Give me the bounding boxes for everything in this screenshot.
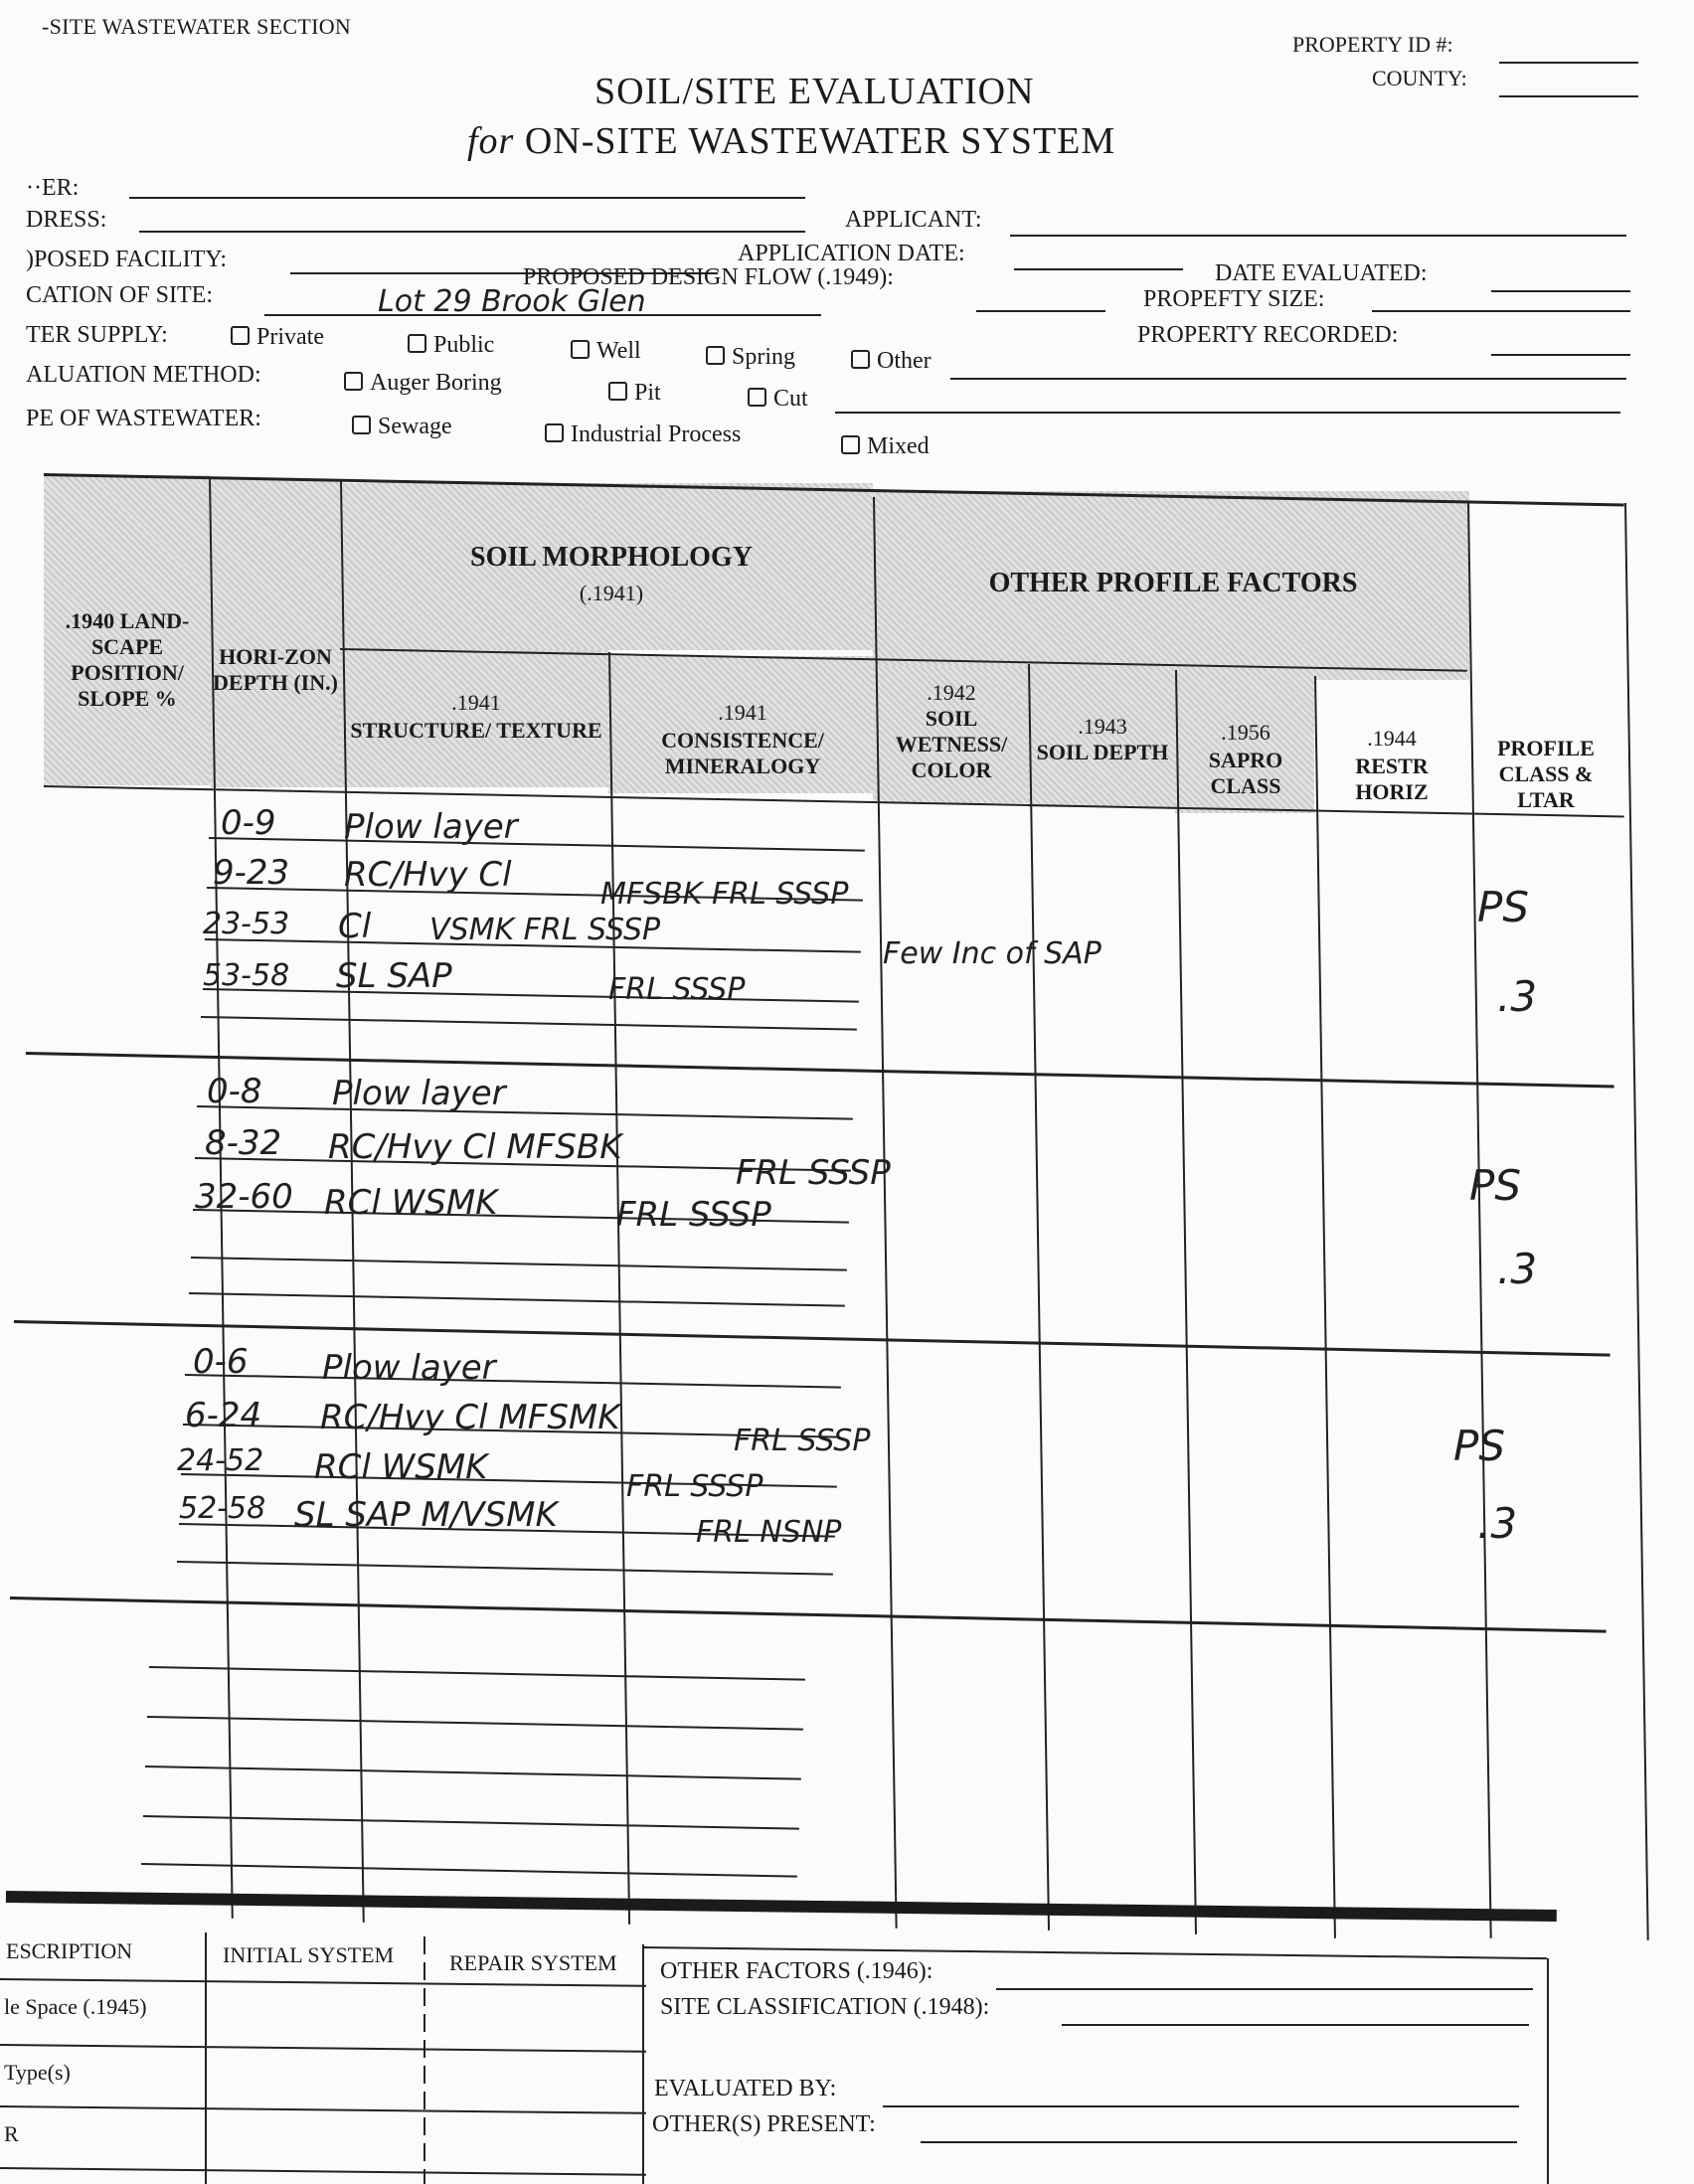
p1-texture-3: Cl	[338, 907, 372, 946]
p1-class: PS	[1477, 883, 1529, 931]
p2-texture-1: Plow layer	[332, 1074, 506, 1113]
opt-label: Sewage	[378, 414, 452, 439]
repair-system-label: REPAIR SYSTEM	[449, 1950, 617, 1975]
other-factors-label: OTHER FACTORS (.1946):	[660, 1958, 933, 1984]
checkbox-private[interactable]	[231, 326, 250, 345]
checkbox-cut[interactable]	[748, 388, 766, 407]
p3-texture-2: RC/Hvy Cl MFSMK	[320, 1398, 620, 1437]
p3-class: PS	[1453, 1422, 1505, 1470]
design-flow-label: PROPOSED DESIGN FLOW (.1949):	[523, 264, 894, 290]
p3-consistence-4: FRL NSNP	[696, 1515, 842, 1550]
p3-consistence-2: FRL SSSP	[734, 1424, 871, 1458]
p1-texture-4: SL SAP	[336, 956, 452, 996]
property-id-label: PROPERTY ID #:	[1292, 32, 1453, 57]
table-bottom-band	[6, 1891, 1557, 1922]
date-evaluated-label: DATE EVALUATED:	[1215, 260, 1428, 286]
p2-depth-2: 8-32	[205, 1123, 282, 1163]
p2-texture-2: RC/Hvy Cl MFSBK	[328, 1127, 622, 1167]
p3-texture-1: Plow layer	[322, 1348, 496, 1388]
opt-label: Auger Boring	[370, 370, 502, 396]
p2-class: PS	[1469, 1161, 1521, 1210]
col-other-header: OTHER PROFILE FACTORS	[988, 568, 1358, 598]
checkbox-mixed[interactable]	[841, 435, 860, 454]
col-profile-header: PROFILE CLASS & LTAR	[1497, 736, 1595, 812]
col-wetness-header: SOIL WETNESS/ COLOR	[895, 706, 1008, 782]
row-r-label: R	[4, 2121, 19, 2146]
opt-label: Industrial Process	[571, 421, 742, 447]
col-landscape-header: .1940 LAND-SCAPE POSITION/ SLOPE %	[65, 608, 190, 711]
checkbox-industrial[interactable]	[545, 423, 564, 442]
col-sapro-header: SAPRO CLASS	[1208, 748, 1283, 798]
col-morphology-header: SOIL MORPHOLOGY	[470, 542, 753, 573]
form-subtitle	[467, 119, 1115, 163]
col-horizon-header: HORI-ZON DEPTH (IN.)	[213, 644, 338, 695]
p1-texture-2: RC/Hvy Cl	[344, 855, 512, 895]
opt-label: Public	[433, 332, 495, 358]
col-structure-header: STRUCTURE/ TEXTURE	[350, 718, 602, 743]
col-consistence-header: CONSISTENCE/ MINERALOGY	[661, 728, 824, 778]
checkbox-well[interactable]	[571, 340, 590, 359]
col-structure-rule: .1941	[451, 690, 501, 715]
p3-texture-4: SL SAP M/VSMK	[294, 1495, 558, 1535]
p2-depth-3: 32-60	[195, 1177, 293, 1217]
p2-depth-1: 0-8	[207, 1072, 262, 1111]
opt-label: Private	[256, 324, 324, 350]
checkbox-pit[interactable]	[608, 382, 627, 401]
site-classification-label: SITE CLASSIFICATION (.1948):	[660, 1994, 990, 2020]
p3-depth-2: 6-24	[185, 1396, 262, 1435]
col-morphology-rule: (.1941)	[579, 581, 644, 605]
address-label: DRESS:	[26, 207, 107, 233]
opt-label: Spring	[732, 344, 796, 370]
p2-texture-3: RCl WSMK	[324, 1183, 498, 1223]
col-depth-rule: .1943	[1078, 714, 1127, 739]
method-cut-option[interactable]	[748, 386, 808, 413]
col-depth-header: SOIL DEPTH	[1036, 740, 1169, 764]
evaluated-by-label: EVALUATED BY:	[654, 2076, 837, 2101]
opt-label: Well	[596, 338, 641, 364]
checkbox-public[interactable]	[408, 334, 426, 353]
p3-depth-1: 0-6	[193, 1342, 249, 1382]
p1-depth-2: 9-23	[213, 853, 290, 893]
checkbox-other[interactable]	[851, 350, 870, 369]
initial-system-label: INITIAL SYSTEM	[223, 1942, 395, 1967]
subtitle-text: ON-SITE WASTEWATER SYSTEM	[524, 120, 1116, 162]
row-type-label: Type(s)	[4, 2060, 71, 2085]
row-space-label: le Space (.1945)	[4, 1994, 147, 2019]
checkbox-spring[interactable]	[706, 346, 725, 365]
opt-label: Cut	[773, 386, 808, 412]
location-value: Lot 29 Brook Glen	[378, 284, 646, 319]
water-other-option[interactable]	[851, 348, 932, 375]
checkbox-auger[interactable]	[344, 372, 363, 391]
p3-consistence-3: FRL SSSP	[626, 1469, 763, 1504]
p2-ltar: .3	[1497, 1245, 1538, 1293]
location-label: CATION OF SITE:	[26, 282, 214, 308]
wastewater-sewage-option[interactable]	[352, 414, 452, 440]
p1-consistence-3: VSMK FRL SSSP	[429, 913, 661, 947]
p1-consistence-2: MFSBK FRL SSSP	[600, 877, 849, 912]
p1-depth-1: 0-9	[221, 803, 276, 843]
opt-label: Other	[877, 348, 932, 374]
p1-wetness-3: Few Inc of SAP	[883, 936, 1101, 971]
water-supply-label: TER SUPPLY:	[26, 322, 168, 348]
wastewater-industrial-option[interactable]	[545, 421, 741, 448]
wastewater-type-label: PE OF WASTEWATER:	[26, 406, 261, 431]
method-auger-option[interactable]	[344, 370, 502, 397]
form-title: SOIL/SITE EVALUATION	[594, 71, 1035, 112]
opt-label: Mixed	[867, 433, 930, 459]
evaluation-method-label: ALUATION METHOD:	[26, 362, 261, 388]
owner-label: ··ER:	[26, 175, 80, 201]
method-pit-option[interactable]	[608, 380, 661, 407]
p3-depth-4: 52-58	[179, 1491, 266, 1526]
applicant-label: APPLICANT:	[845, 207, 982, 233]
p1-texture-1: Plow layer	[344, 807, 518, 847]
description-label: ESCRIPTION	[6, 1938, 133, 1963]
water-spring-option[interactable]	[706, 344, 795, 371]
checkbox-sewage[interactable]	[352, 416, 371, 434]
property-size-label: PROPEFTY SIZE:	[1143, 286, 1325, 312]
others-present-label: OTHER(S) PRESENT:	[652, 2111, 876, 2137]
p1-consistence-4: FRL SSSP	[608, 972, 746, 1007]
p3-texture-3: RCl WSMK	[314, 1447, 488, 1487]
subtitle-for: for	[467, 120, 515, 162]
p2-consistence-3: FRL SSSP	[616, 1195, 771, 1235]
water-well-option[interactable]	[571, 338, 641, 365]
property-recorded-label: PROPERTY RECORDED:	[1137, 322, 1399, 348]
col-wetness-rule: .1942	[927, 680, 976, 705]
proposed-facility-label: )POSED FACILITY:	[26, 247, 228, 272]
application-date-label: APPLICATION DATE:	[738, 241, 965, 266]
opt-label: Pit	[634, 380, 661, 406]
p1-ltar: .3	[1497, 972, 1538, 1021]
p2-consistence-2: FRL SSSP	[736, 1153, 891, 1193]
col-consistence-rule: .1941	[718, 700, 767, 725]
county-label: COUNTY:	[1372, 66, 1467, 90]
wastewater-mixed-option[interactable]	[841, 433, 930, 460]
p3-depth-3: 24-52	[177, 1443, 264, 1478]
water-private-option[interactable]	[231, 324, 324, 351]
p1-depth-3: 23-53	[203, 907, 290, 941]
col-restr-rule: .1944	[1367, 726, 1417, 751]
col-restr-header: RESTR HORIZ	[1355, 754, 1429, 804]
p3-ltar: .3	[1477, 1499, 1518, 1548]
p1-depth-4: 53-58	[203, 958, 290, 993]
header-shade-horizon	[211, 479, 340, 787]
section-heading: -SITE WASTEWATER SECTION	[42, 14, 352, 39]
col-sapro-rule: .1956	[1221, 720, 1270, 745]
water-public-option[interactable]	[408, 332, 494, 359]
